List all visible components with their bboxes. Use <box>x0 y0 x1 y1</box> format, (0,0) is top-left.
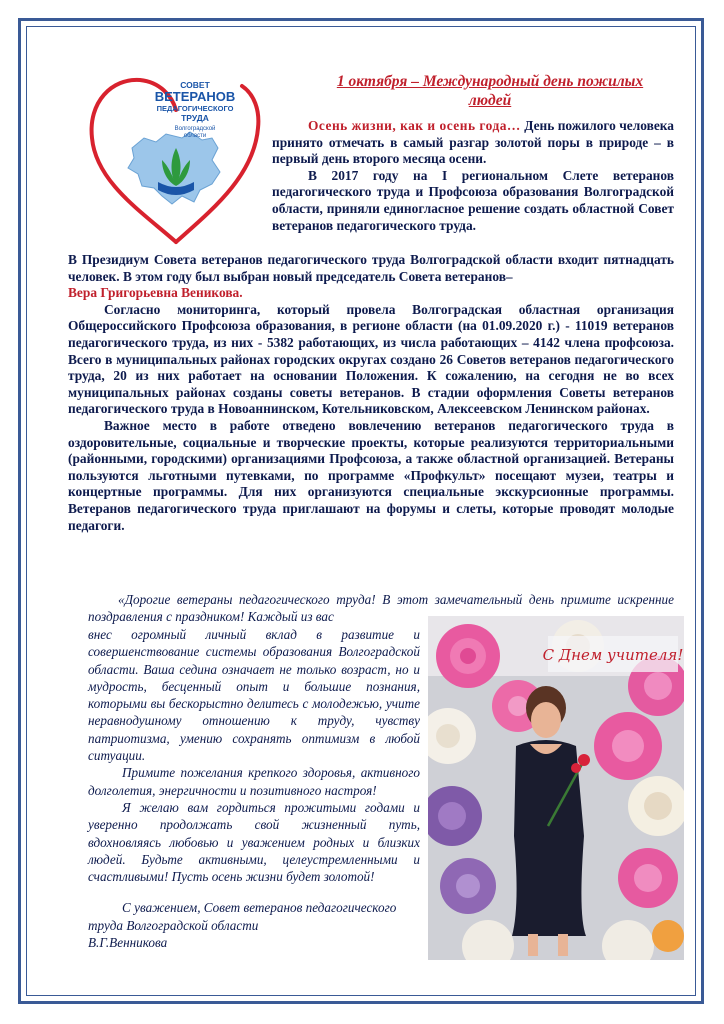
quote-paragraph-3: Я желаю вам гордиться прожитыми годами и уверенно продолжать свой жизненный путь, вдохновляясь любовью и уважением родных и близких людей. Будьте активными, целеустремленными и счастливыми! Пусть осень жизни будет золотой! <box>88 799 420 885</box>
title-line-1: 1 октября – Международный день пожилых <box>336 73 644 90</box>
intro-p3-text: В Президиум Совета ветеранов педагогического труда Волгоградской области входит пятнадцать человек. В этом году был выбран новый председатель Совета ветеранов– <box>68 252 674 284</box>
main-paragraph-monitoring: Согласно мониторинга, который провела Волгоградская областная организация Общероссийского Профсоюза образования, в регионе области (на 01.09.2020 г.) - 11019 ветеранов педагогического труда, из них - 5382 работающих, из числа работающих – 4142 члена профсоюза. Всего в муниципальных районах городских округах создано 26 Советов ветеранов педагогического труда, 20 из них работает на основании Положения. К сожалению, на сегодня не во всех муниципальных районах созданы советы ветеранов. В стадии оформления Советы ветеранов педагогического труда в Новоаннинском, Котельниковском, Алексеевском Ленинском районах. <box>68 301 674 417</box>
veteran-photo <box>428 616 684 960</box>
main-paragraph-projects: Важное место в работе отведено вовлечению ветеранов педагогического труда в оздоровительные, социальные и творческие проекты, которые реализуются территориальными (районными, городскими) организациями Профсоюза, а также областной организацией. Ветераны пользуются льготными путевками, по программе «Профкульт» посещают музеи, театры и концертные программы. Для них организуются специальные экскурсионные программы. Ветеранов педагогического труда приглашают на форумы и слеты, которые проводят молодые педагоги. <box>68 417 674 533</box>
quote-opening: «Дорогие ветераны педагогического труда! В этот замечательный день примите искренние поздравления с праздником! Каждый из вас <box>88 592 674 625</box>
intro-paragraph-1 <box>272 118 674 168</box>
logo-text-veterans: ВЕТЕРАНОВ <box>154 89 236 104</box>
intro-paragraph-2: В 2017 году на I региональном Слете ветеранов педагогического труда и Профсоюза образования Волгоградской области, приняли единогласное решение создать областной Совет ветеранов педагогического труда. <box>272 167 674 233</box>
veterans-council-logo <box>82 64 270 252</box>
quote-paragraph-2: Примите пожелания крепкого здоровья, активного долголетия, энергичности и позитивного настроя! <box>88 765 420 798</box>
photo-sign-text: С Днем учителя! <box>542 646 684 664</box>
page-title <box>290 72 690 110</box>
logo-text-region: Волгоградской <box>174 126 216 132</box>
intro-p1-text: День пожилого человека принято отмечать в самый разгар золотой поры в природе – в первый день второго месяца осени. <box>272 118 674 167</box>
main-column <box>68 252 674 534</box>
quote-signature: С уважением, Совет ветеранов педагогического труда Волгоградской области <box>88 900 397 933</box>
chairperson-name: Вера Григорьевна Веникова. <box>68 285 243 301</box>
quote-paragraph-1: внес огромный личный вклад в развитие и совершенствование системы образования Волгоградской области. Ваша седина означает не только возраст, но и мудрость, бесценный опыт и большие познания, которыми вы бескорыстно делитесь с молодежью, учите неравнодушному отношению к труду, чувству патриотизма, умению сохранять оптимизм в любой ситуации. <box>88 627 420 764</box>
logo-text-council: СОВЕТ <box>180 80 210 90</box>
photo-illustration <box>428 616 684 960</box>
intro-column <box>272 118 674 234</box>
logo-text-labor: ТРУДА <box>181 113 209 123</box>
intro-paragraph-3 <box>68 252 674 302</box>
quote-signature-name: В.Г.Венникова <box>88 935 168 951</box>
logo-text-pedagogical: ПЕДАГОГИЧЕСКОГО <box>156 104 234 113</box>
quote-column <box>88 626 420 951</box>
intro-lead-phrase: Осень жизни, как и осень года… <box>308 118 521 133</box>
title-line-2: людей <box>468 92 512 109</box>
logo-text-oblast: области <box>183 133 207 139</box>
